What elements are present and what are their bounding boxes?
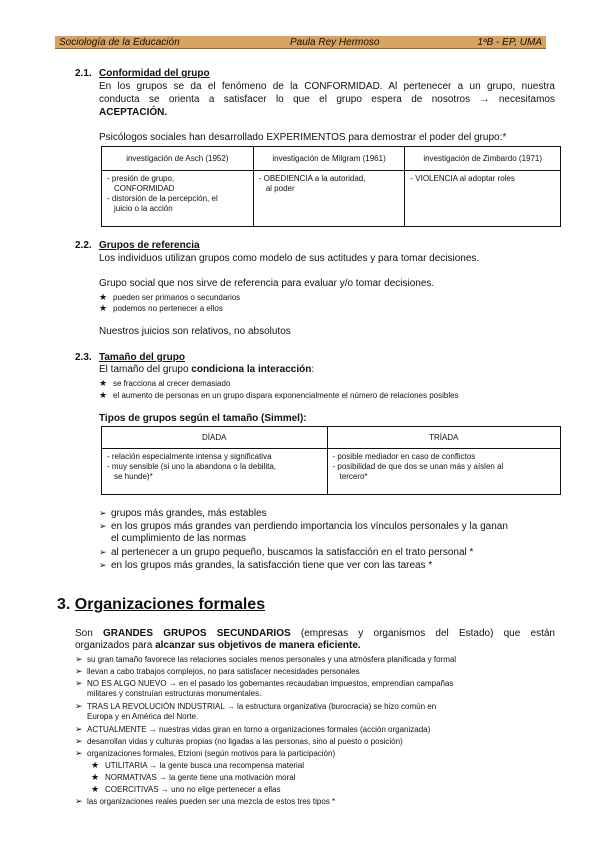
arrow-bullet-icon: ➢: [75, 678, 83, 688]
paragraph: Los individuos utilizan grupos como modelo de sus actitudes y para tomar decisiones.: [99, 253, 480, 264]
table-cell: - relación especialmente intensa y significativa - muy sensible (si uno la abandona o la debilita, se hunde)*: [102, 449, 328, 495]
list-item: ★ NORMATIVAS → la gente tiene una motivación moral: [91, 772, 296, 782]
arrow-bullet-icon: ➢: [75, 796, 83, 806]
table-cell: - posible mediador en caso de conflictos - posibilidad de que dos se unan más y aíslen al tercero*: [327, 449, 560, 495]
list-item: ➢ en los grupos más grandes van perdiendo importancia los vínculos personales y la ganan: [99, 521, 508, 532]
paragraph-emphasis: ACEPTACIÓN.: [99, 107, 168, 118]
star-icon: ★: [91, 760, 100, 770]
table-header: DÍADA: [102, 427, 328, 449]
subtitle: Tipos de grupos según el tamaño (Simmel):: [99, 413, 307, 424]
arrow-bullet-icon: ➢: [75, 736, 83, 746]
arrow-bullet-icon: ➢: [75, 666, 83, 676]
header-group: 1ºB - EP, UMA: [477, 37, 542, 48]
list-item-continuation: el cumplimiento de las normas: [111, 533, 247, 544]
arrow-bullet-icon: ➢: [99, 521, 107, 531]
paragraph: El tamaño del grupo condiciona la interacción:: [99, 364, 315, 375]
table-cell: - VIOLENCIA al adoptar roles: [405, 171, 561, 227]
list-item-continuation: Europa y en América del Norte.: [87, 712, 199, 721]
list-item: ➢ llevan a cabo trabajos complejos, no para satisfacer necesidades personales: [75, 666, 360, 676]
arrow-bullet-icon: ➢: [75, 701, 83, 711]
list-item: ➢ las organizaciones reales pueden ser una mezcla de estos tres tipos *: [75, 796, 336, 806]
list-item: ➢ NO ES ALGO NUEVO → en el pasado los gobernantes recaudaban impuestos, emprendían campañas: [75, 678, 454, 688]
table-cell: - OBEDIENCIA a la autoridad, al poder: [253, 171, 405, 227]
section-title: Conformidad del grupo: [99, 68, 210, 79]
star-icon: ★: [99, 390, 108, 400]
section-title: Tamaño del grupo: [99, 352, 185, 363]
table-header: investigación de Asch (1952): [102, 147, 254, 171]
list-item: ★ el aumento de personas en un grupo dispara exponencialmente el número de relaciones posibles: [99, 390, 459, 400]
list-item: ➢ organizaciones formales, Etzioni (según motivos para la participación): [75, 748, 336, 758]
chapter-heading: [57, 596, 265, 614]
paragraph: Son GRANDES GRUPOS SECUNDARIOS (empresas y organismos del Estado) que están: [75, 628, 555, 639]
section-number: 2.3.: [75, 352, 92, 363]
header-author: Paula Rey Hermoso: [290, 37, 380, 48]
section-number: 2.2.: [75, 240, 92, 251]
list-item: ➢ desarrollan vidas y culturas propias (no ligadas a las personas, sino al puesto o posición): [75, 736, 403, 746]
table-header: investigación de Zimbardo (1971): [405, 147, 561, 171]
section-title: Grupos de referencia: [99, 240, 200, 251]
table-cell: - presión de grupo, CONFORMIDAD - distorsión de la percepción, el juicio o la acción: [102, 171, 254, 227]
arrow-bullet-icon: ➢: [99, 547, 107, 557]
paragraph: En los grupos se da el fenómeno de la CONFORMIDAD. Al pertenecer a un grupo, nuestra: [99, 81, 555, 92]
experiments-table: [101, 146, 561, 227]
table-header: investigación de Milgram (1961): [253, 147, 405, 171]
star-icon: ★: [99, 378, 108, 388]
arrow-bullet-icon: ➢: [99, 508, 107, 518]
chapter-title: Organizaciones formales: [74, 596, 266, 613]
paragraph: conducta se orienta a satisfacer lo que el grupo espera de nosotros → necesitamos: [99, 94, 555, 105]
list-item: ★ COERCITIVAS → uno no elige pertenecer a ellas: [91, 784, 281, 794]
list-item: ➢ ACTUALMENTE → nuestras vidas giran en torno a organizaciones formales (acción organizada): [75, 724, 431, 734]
star-icon: ★: [91, 784, 100, 794]
paragraph: Nuestros juicios son relativos, no absolutos: [99, 326, 291, 337]
paragraph: Psicólogos sociales han desarrollado EXPERIMENTOS para demostrar el poder del grupo:*: [99, 132, 507, 143]
list-item: ★ podemos no pertenecer a ellos: [99, 303, 223, 313]
page-header: [55, 36, 546, 49]
star-icon: ★: [99, 292, 108, 302]
list-item: ★ UTILITARIA → la gente busca una recompensa material: [91, 760, 305, 770]
list-item: ➢ al pertenecer a un grupo pequeño, buscamos la satisfacción en el trato personal *: [99, 547, 474, 558]
list-item: ➢ su gran tamaño favorece las relaciones sociales menos personales y una atmósfera planificada y formal: [75, 654, 457, 664]
arrow-bullet-icon: ➢: [99, 560, 107, 570]
star-icon: ★: [91, 772, 100, 782]
paragraph: Grupo social que nos sirve de referencia para evaluar y/o tomar decisiones.: [99, 278, 435, 289]
list-item: ➢ TRAS LA REVOLUCIÓN INDUSTRIAL → la estructura organizativa (burocracia) se hizo común en: [75, 701, 437, 711]
star-icon: ★: [99, 303, 108, 313]
list-item-continuation: militares y construían estructuras monumentales.: [87, 689, 262, 698]
paragraph: organizados para alcanzar sus objetivos de manera eficiente.: [75, 640, 361, 651]
group-size-table: [101, 426, 561, 495]
section-number: 2.1.: [75, 68, 92, 79]
table-header: TRÍADA: [327, 427, 560, 449]
list-item: ★ se fracciona al crecer demasiado: [99, 378, 231, 388]
list-item: ➢ en los grupos más grandes, la satisfacción tiene que ver con las tareas *: [99, 560, 433, 571]
arrow-bullet-icon: ➢: [75, 724, 83, 734]
arrow-bullet-icon: ➢: [75, 748, 83, 758]
chapter-number: 3.: [57, 596, 71, 613]
list-item: ★ pueden ser primarios o secundarios: [99, 292, 241, 302]
arrow-bullet-icon: ➢: [75, 654, 83, 664]
list-item: ➢ grupos más grandes, más estables: [99, 508, 267, 519]
header-course: Sociología de la Educación: [59, 37, 180, 48]
